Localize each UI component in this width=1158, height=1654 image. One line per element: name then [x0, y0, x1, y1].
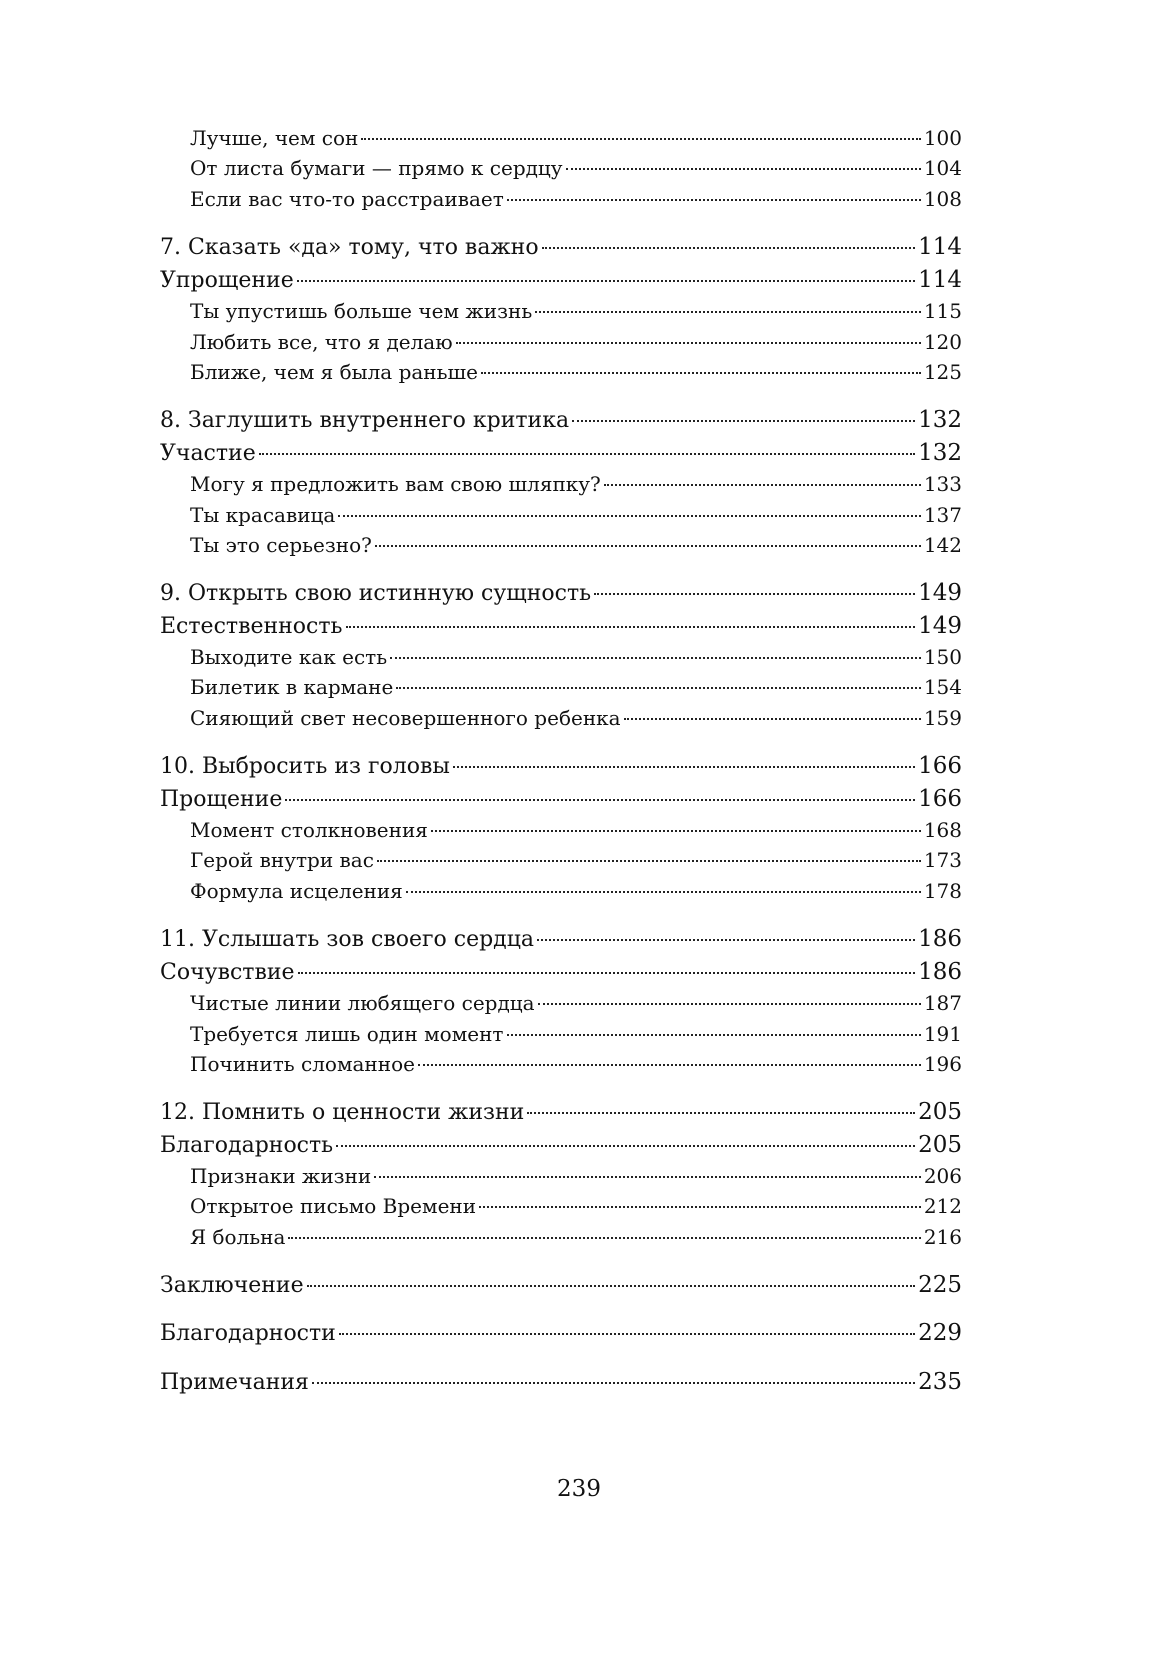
- dot-leader: [312, 1382, 915, 1384]
- entry-title: Благодарность: [160, 1133, 334, 1158]
- entry-title: Герой внутри вас: [190, 848, 374, 872]
- entry-page: 150: [923, 645, 962, 669]
- entry-title: Момент столкновения: [190, 818, 428, 842]
- entry-title: Билетик в кармане: [190, 675, 394, 699]
- toc-chapter-entry: [160, 753, 962, 783]
- dot-leader: [542, 247, 916, 249]
- entry-title: Сияющий свет несовершенного ребенка: [190, 706, 621, 730]
- toc-subentry: [190, 818, 962, 846]
- entry-title: Заключение: [160, 1273, 304, 1298]
- dot-leader: [377, 860, 921, 862]
- dot-leader: [572, 420, 915, 422]
- dot-leader: [456, 342, 921, 344]
- entry-page: 108: [923, 187, 962, 211]
- toc-chapter-entry: [160, 786, 962, 816]
- toc-subentry: [190, 126, 962, 154]
- dot-leader: [297, 280, 915, 282]
- toc-chapter-entry: [160, 1272, 962, 1302]
- entry-page: 132: [918, 440, 962, 466]
- entry-title: Я больна: [190, 1225, 286, 1249]
- entry-title: 12. Помнить о ценности жизни: [160, 1100, 525, 1125]
- dot-leader: [346, 626, 916, 628]
- entry-title: Чистые линии любящего сердца: [190, 991, 535, 1015]
- entry-page: 149: [918, 580, 962, 606]
- dot-leader: [406, 891, 921, 893]
- toc-subentry: [190, 848, 962, 876]
- dot-leader: [481, 372, 921, 374]
- entry-title: Примечания: [160, 1370, 309, 1395]
- toc-subentry: [190, 187, 962, 215]
- entry-page: 114: [918, 267, 962, 293]
- toc-chapter-entry: [160, 1320, 962, 1350]
- entry-title: Выходите как есть: [190, 645, 388, 669]
- entry-page: 142: [923, 533, 962, 557]
- dot-leader: [375, 545, 921, 547]
- toc-subentry: [190, 156, 962, 184]
- entry-page: 120: [923, 330, 962, 354]
- entry-page: 115: [923, 299, 962, 323]
- entry-title: Починить сломанное: [190, 1052, 415, 1076]
- entry-title: 8. Заглушить внутреннего критика: [160, 408, 570, 433]
- entry-page: 205: [918, 1099, 962, 1125]
- dot-leader: [624, 718, 921, 720]
- toc-subentry: [190, 1194, 962, 1222]
- entry-page: 133: [923, 472, 962, 496]
- entry-page: 216: [923, 1225, 962, 1249]
- entry-page: 104: [923, 156, 962, 180]
- dot-leader: [604, 484, 921, 486]
- entry-title: Прощение: [160, 787, 283, 812]
- toc-chapter-entry: [160, 613, 962, 643]
- entry-title: Требуется лишь один момент: [190, 1022, 504, 1046]
- toc-subentry: [190, 706, 962, 734]
- toc-chapter-entry: [160, 1369, 962, 1399]
- entry-page: 186: [918, 959, 962, 985]
- toc-chapter-entry: [160, 1132, 962, 1162]
- entry-page: 173: [923, 848, 962, 872]
- toc-subentry: [190, 1022, 962, 1050]
- dot-leader: [594, 593, 915, 595]
- entry-page: 178: [923, 879, 962, 903]
- dot-leader: [527, 1112, 915, 1114]
- entry-page: 100: [923, 126, 962, 150]
- entry-title: Сочувствие: [160, 960, 295, 985]
- entry-title: 7. Сказать «да» тому, что важно: [160, 235, 539, 260]
- toc-chapter-entry: [160, 1099, 962, 1129]
- entry-page: 114: [918, 234, 962, 260]
- entry-title: 11. Услышать зов своего сердца: [160, 927, 534, 952]
- entry-title: Лучше, чем сон: [190, 126, 359, 150]
- page-number: 239: [557, 1476, 601, 1502]
- entry-page: 137: [923, 503, 962, 527]
- toc-chapter-entry: [160, 267, 962, 297]
- entry-title: Естественность: [160, 614, 343, 639]
- dot-leader: [285, 799, 915, 801]
- toc-chapter-entry: [160, 959, 962, 989]
- entry-page: 154: [923, 675, 962, 699]
- dot-leader: [507, 199, 921, 201]
- dot-leader: [338, 515, 920, 517]
- entry-title: Упрощение: [160, 268, 294, 293]
- entry-page: 132: [918, 407, 962, 433]
- dot-leader: [537, 939, 915, 941]
- entry-page: 166: [918, 786, 962, 812]
- toc-subentry: [190, 675, 962, 703]
- toc-chapter-entry: [160, 440, 962, 470]
- dot-leader: [431, 830, 921, 832]
- dot-leader: [361, 138, 920, 140]
- dot-leader: [418, 1064, 921, 1066]
- entry-title: Открытое письмо Времени: [190, 1194, 477, 1218]
- entry-title: Формула исцеления: [190, 879, 403, 903]
- dot-leader: [390, 657, 921, 659]
- entry-title: Ты красавица: [190, 503, 336, 527]
- dot-leader: [336, 1145, 915, 1147]
- dot-leader: [396, 687, 921, 689]
- entry-page: 149: [918, 613, 962, 639]
- toc-subentry: [190, 472, 962, 500]
- toc-subentry: [190, 330, 962, 358]
- entry-title: Могу я предложить вам свою шляпку?: [190, 472, 601, 496]
- entry-page: 168: [923, 818, 962, 842]
- toc-chapter-entry: [160, 234, 962, 264]
- toc-subentry: [190, 645, 962, 673]
- entry-title: Участие: [160, 441, 256, 466]
- entry-page: 125: [923, 360, 962, 384]
- entry-title: Любить все, что я делаю: [190, 330, 453, 354]
- entry-page: 191: [923, 1022, 962, 1046]
- entry-page: 196: [923, 1052, 962, 1076]
- dot-leader: [566, 168, 921, 170]
- toc-subentry: [190, 503, 962, 531]
- dot-leader: [259, 453, 915, 455]
- entry-page: 186: [918, 926, 962, 952]
- toc-subentry: [190, 533, 962, 561]
- dot-leader: [339, 1333, 915, 1335]
- entry-page: 187: [923, 991, 962, 1015]
- dot-leader: [535, 311, 921, 313]
- toc-chapter-entry: [160, 580, 962, 610]
- entry-page: 235: [918, 1369, 962, 1395]
- entry-title: Ближе, чем я была раньше: [190, 360, 478, 384]
- entry-page: 225: [918, 1272, 962, 1298]
- entry-page: 205: [918, 1132, 962, 1158]
- dot-leader: [288, 1237, 920, 1239]
- entry-title: Ты это серьезно?: [190, 533, 372, 557]
- entry-page: 166: [918, 753, 962, 779]
- toc-subentry: [190, 1164, 962, 1192]
- toc-subentry: [190, 360, 962, 388]
- entry-page: 212: [923, 1194, 962, 1218]
- toc-subentry: [190, 299, 962, 327]
- entry-title: Благодарности: [160, 1321, 336, 1346]
- dot-leader: [507, 1034, 921, 1036]
- entry-title: 9. Открыть свою истинную сущность: [160, 581, 592, 606]
- dot-leader: [538, 1003, 921, 1005]
- entry-title: Признаки жизни: [190, 1164, 372, 1188]
- toc-subentry: [190, 879, 962, 907]
- entry-page: 159: [923, 706, 962, 730]
- toc-subentry: [190, 991, 962, 1019]
- dot-leader: [374, 1176, 921, 1178]
- entry-title: Если вас что-то расстраивает: [190, 187, 504, 211]
- entry-page: 206: [923, 1164, 962, 1188]
- dot-leader: [453, 766, 915, 768]
- toc-subentry: [190, 1225, 962, 1253]
- entry-title: От листа бумаги — прямо к сердцу: [190, 156, 563, 180]
- dot-leader: [298, 972, 916, 974]
- toc-chapter-entry: [160, 926, 962, 956]
- dot-leader: [307, 1285, 915, 1287]
- entry-title: 10. Выбросить из головы: [160, 754, 450, 779]
- toc-chapter-entry: [160, 407, 962, 437]
- entry-page: 229: [918, 1320, 962, 1346]
- entry-title: Ты упустишь больше чем жизнь: [190, 299, 533, 323]
- toc-subentry: [190, 1052, 962, 1080]
- dot-leader: [479, 1206, 921, 1208]
